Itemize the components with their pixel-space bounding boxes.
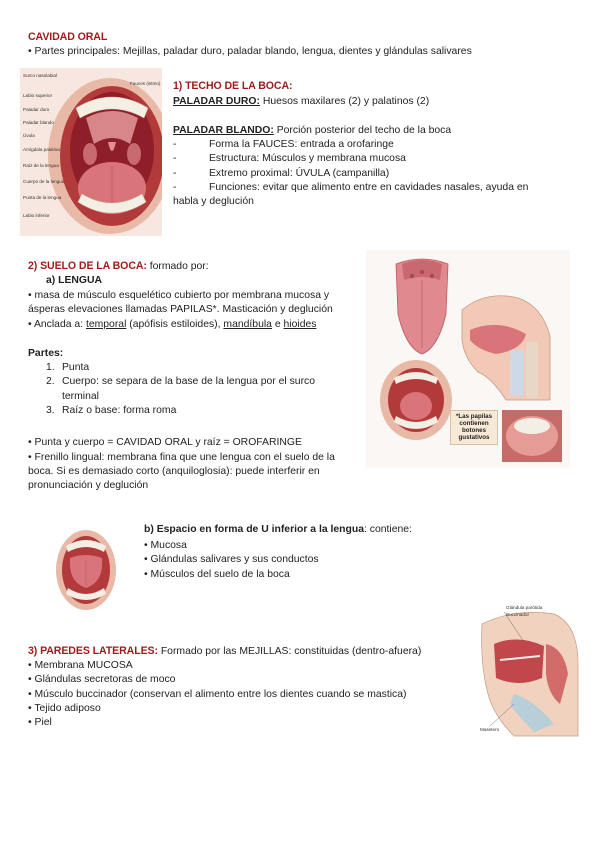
- list-item: • Glándulas secretoras de moco: [28, 674, 176, 686]
- tongue-bullet-4-cont2: pronunciación y deglución: [28, 480, 149, 491]
- soft-palate-list: [173, 138, 583, 210]
- label-lower-lip: Labio inferior: [23, 213, 50, 218]
- u-space-illustration: [34, 524, 138, 614]
- list-item: - Estructura: Músculos y membrana mucosa: [173, 153, 406, 165]
- label-hard-palate: Paladar duro: [23, 107, 50, 112]
- list-item: 1. Punta: [46, 362, 90, 373]
- hard-palate-line: [173, 95, 429, 109]
- label-tongue-body: Cuerpo de la lengua: [23, 179, 65, 184]
- parts-title: Partes:: [28, 348, 64, 359]
- list-item: 2. Cuerpo: se separa de la base de la lengua por el surco: [46, 376, 316, 388]
- list-item: • Membrana MUCOSA: [28, 660, 133, 671]
- u-space-figure: [34, 524, 138, 614]
- list-item: • Mucosa: [144, 540, 187, 551]
- hard-palate-text: Huesos maxilares (2) y palatinos (2): [259, 96, 430, 107]
- label-upper-lip: Labio superior: [23, 93, 53, 98]
- cheek-figure: [474, 604, 582, 744]
- tongue-bullet-3: • Punta y cuerpo = CAVIDAD ORAL y raíz = OROFARINGE: [28, 437, 302, 448]
- tongue-bullet-4: • Frenillo lingual: membrana fina que une lengua con el suelo de la: [28, 452, 335, 463]
- label-parotid: Glándula parótida: [506, 605, 543, 610]
- temporal-term: temporal: [85, 319, 127, 330]
- walls-title-rest: Formado por las MEJILLAS: constituidas (dentro-afuera): [157, 646, 422, 657]
- u-space-title: b) Espacio en forma de U inferior a la lengua: [144, 524, 364, 535]
- u-space-title-rest: : contiene:: [363, 524, 412, 535]
- cheek-illustration: [474, 604, 582, 744]
- list-item: • Tejido adiposo: [28, 703, 101, 715]
- list-item: • Músculo buccinador (conservan el alimento entre los dientes cuando se mastica): [28, 688, 407, 700]
- list-item-continuation: habla y deglución: [173, 196, 254, 208]
- label-tongue-root: Raíz de la lengua: [23, 163, 59, 168]
- roof-title: 1) TECHO DE LA BOCA:: [173, 80, 293, 92]
- mandibula-term: mandíbula: [223, 319, 272, 330]
- label-buccinator: Buccinador: [506, 612, 529, 617]
- list-item: • Músculos del suelo de la boca: [144, 568, 290, 580]
- floor-title-rest: formado por:: [146, 261, 209, 272]
- walls-title-line: [28, 644, 421, 659]
- label-fauces: Fauces (istmo): [130, 81, 161, 86]
- u-space-list: [144, 539, 319, 582]
- label-nasolabial: Surco nasolabial: [23, 73, 57, 78]
- tongue-subtitle: a) LENGUA: [46, 275, 102, 286]
- soft-palate-line: [173, 124, 451, 138]
- papillae-note: *Las papilas contienen botones gustativos: [450, 410, 498, 445]
- tongue-parts-list: [46, 361, 315, 418]
- label-palatine-tonsil: Amígdala palatina: [23, 147, 60, 152]
- floor-title: 2) SUELO DE LA BOCA:: [28, 260, 147, 272]
- soft-palate-label: PALADAR BLANDO:: [173, 125, 274, 136]
- hard-palate-label: PALADAR DURO:: [173, 96, 260, 107]
- oral-cavity-figure: [20, 68, 162, 236]
- main-parts-line: • Partes principales: Mejillas, paladar duro, paladar blando, lengua, dientes y glándulas salivares: [28, 46, 472, 57]
- walls-list: [28, 659, 406, 731]
- u-space-title-line: [144, 523, 412, 537]
- list-item: - Extremo proximal: ÚVULA (campanilla): [173, 167, 390, 179]
- list-item: • Glándulas salivares y sus conductos: [144, 554, 319, 566]
- label-masseter: Masetero: [480, 727, 500, 732]
- tongue-bullet-4-cont: boca. Si es demasiado corto (anquiloglosia): puede interferir en: [28, 466, 320, 477]
- tongue-bullet-1: • masa de músculo esquelético cubierto por membrana mucosa y: [28, 290, 330, 301]
- list-item: 3. Raíz o base: forma roma: [46, 405, 177, 417]
- label-tongue-tip: Punta de la lengua: [23, 195, 62, 200]
- list-item: - Forma la FAUCES: entrada a orofaringe: [173, 139, 394, 150]
- tongue-bullet-2: • Anclada a: temporal (apófisis estiloides), mandíbula e hioides: [28, 319, 317, 330]
- list-item: - Funciones: evitar que alimento entre en cavidades nasales, ayuda en: [173, 182, 529, 194]
- tongue-figure: [366, 250, 570, 468]
- label-soft-palate: Paladar blando: [23, 120, 54, 125]
- floor-title-line: [28, 259, 209, 274]
- soft-palate-text: Porción posterior del techo de la boca: [273, 125, 452, 136]
- page-title: CAVIDAD ORAL: [28, 31, 108, 43]
- label-uvula: Úvula: [23, 133, 35, 138]
- walls-title: 3) PAREDES LATERALES:: [28, 645, 158, 657]
- tongue-bullet-1-cont: ásperas elevaciones llamadas PAPILAS*. Masticación y deglución: [28, 304, 333, 315]
- hioides-term: hioides: [283, 319, 317, 330]
- list-item: • Piel: [28, 717, 52, 729]
- list-item: terminal: [62, 390, 99, 402]
